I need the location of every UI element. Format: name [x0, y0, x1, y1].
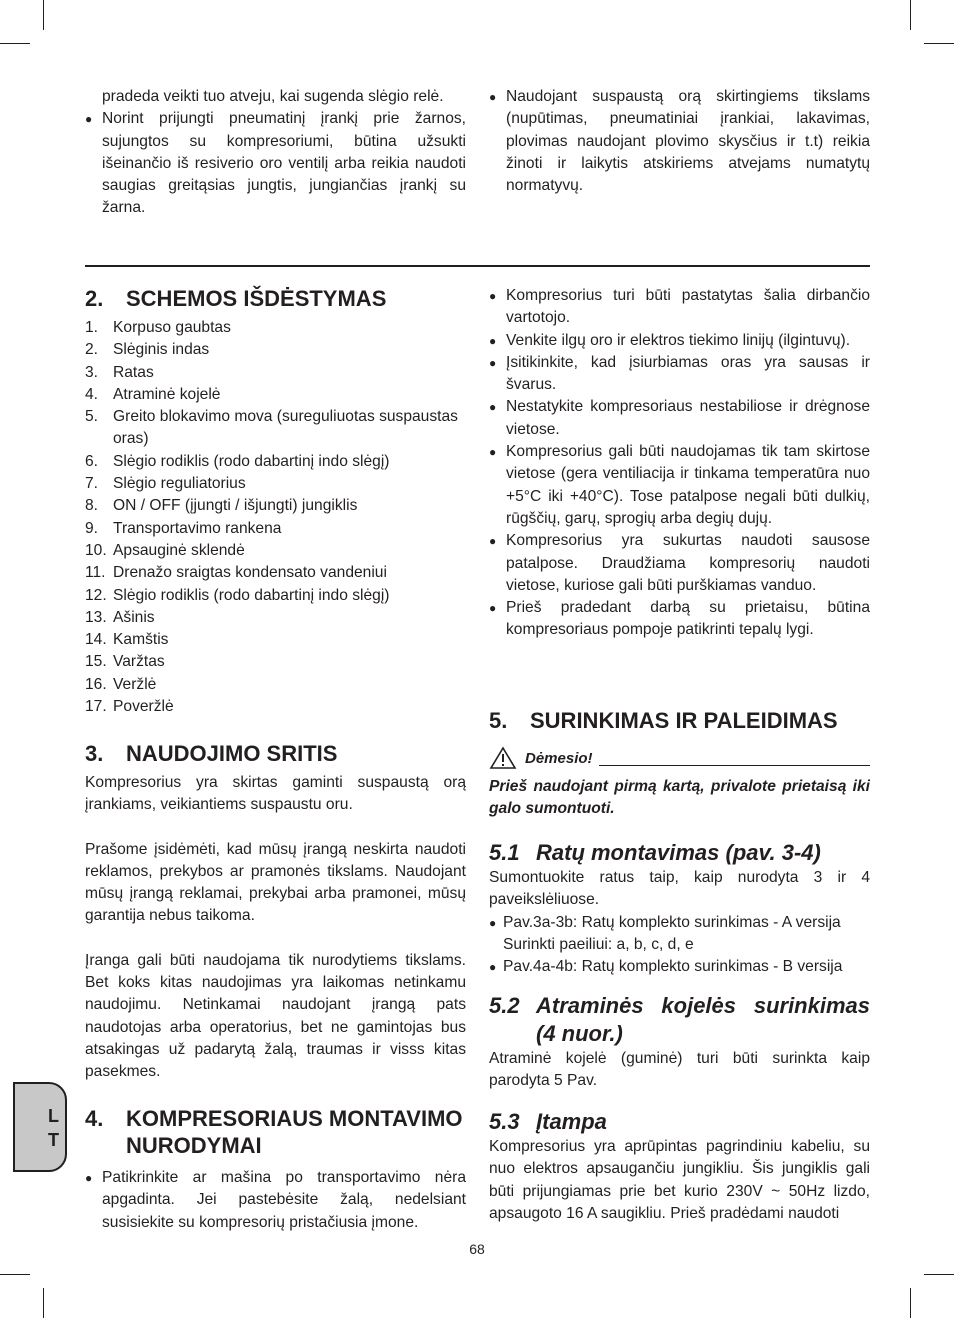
heading-title: Ratų montavimas (pav. 3-4)	[536, 840, 821, 865]
list-item	[85, 518, 466, 540]
list-item-number: 8.	[85, 497, 99, 515]
list-item	[85, 674, 466, 696]
heading-number: 5.2	[489, 993, 520, 1018]
heading-title: Atraminės kojelės surinkimas (4 nuor.)	[536, 993, 870, 1046]
crop-mark	[43, 1288, 44, 1318]
list-item	[85, 607, 466, 629]
paragraph: Įranga gali būti naudojama tik nurodytiems tikslams. Bet koks kitas naudojimas yra laikomas netinkamu naudojimu. Netinkamai naudojant įrangą pats naudotojas arba operatorius, bet ne gamintojas bus atsakingas už padarytą žalą, traumas ir visss kitas pasekmes.	[85, 951, 466, 1081]
continued-text: pradeda veikti tuo atveju, kai sugenda slėgio relė.	[102, 88, 444, 105]
crop-mark	[924, 43, 954, 44]
section-heading	[489, 707, 870, 734]
heading-title: SCHEMOS IŠDĖSTYMAS	[126, 286, 387, 311]
heading-number: 5.3	[489, 1109, 520, 1134]
list-item	[85, 317, 466, 339]
crop-mark	[43, 0, 44, 30]
section-heading	[85, 740, 466, 767]
heading-number: 2.	[85, 286, 104, 311]
section-5-2	[489, 992, 870, 1093]
list-item-number: 3.	[85, 363, 99, 381]
heading-title: NAUDOJIMO SRITIS	[126, 741, 338, 766]
list-item-number: 2.	[85, 341, 99, 359]
language-letter: T	[48, 1130, 59, 1150]
list-item	[85, 629, 466, 651]
list-item-number: 6.	[85, 452, 99, 470]
section-5	[489, 707, 870, 821]
subsection-heading	[489, 992, 870, 1048]
warning-rule	[599, 765, 870, 766]
list-item-number: 11.	[85, 564, 106, 582]
list-item-number: 15.	[85, 653, 107, 671]
list-item-text: Varžtas	[113, 653, 165, 671]
list-item-text: Apsauginė sklendė	[113, 541, 245, 559]
heading-title: KOMPRESORIAUS MONTAVIMO NURODYMAI	[126, 1106, 463, 1158]
installation-bullets	[489, 285, 870, 642]
list-item-text: Poveržlė	[113, 698, 174, 716]
heading-title: Įtampa	[536, 1109, 607, 1134]
paragraph: Kompresorius yra aprūpintas pagrindiniu kabeliu, su nuo elektros apsaugančiu jungikliu. Šis jungiklis gali būti prijungiamas prie bet kurio 230V ~ 50Hz lizdo, apsaugoto 16 A saugikliu. Prieš pradėdami naudoti	[489, 1138, 870, 1222]
list-item-text: Drenažo sraigtas kondensato vandeniui	[113, 564, 387, 582]
list-item	[85, 540, 466, 562]
list-item-number: 5.	[85, 408, 99, 426]
section-5-3	[489, 1108, 870, 1225]
subsection-heading	[489, 1108, 870, 1136]
section-5-1	[489, 839, 870, 978]
warning-heading	[489, 746, 870, 770]
bullet-item: ● Patikrinkite ar mašina po transportavimo nėra apgadinta. Jei pastebėsite žalą, nedelsiant susisiekite su kompresorių pristačiusia įmone.	[85, 1167, 466, 1234]
parts-list	[85, 317, 466, 718]
bullet-item: ● Kompresorius gali būti naudojamas tik tam skirtose vietose (gera ventiliacija ir tinkama temperatūra nuo +5°C iki +40°C). Tose patalpose negali būti dulkių, rūgščių, garų, sprogių arba degių dujų.	[489, 441, 870, 530]
list-item	[85, 451, 466, 473]
heading-number: 5.	[489, 708, 508, 733]
page-number: 68	[469, 1241, 485, 1257]
section-divider	[85, 265, 870, 267]
paragraph: Sumontuokite ratus taip, kaip nurodyta 3 ir 4 paveikslėliuose.	[489, 869, 870, 909]
heading-number: 4.	[85, 1106, 104, 1131]
list-item-text: Slėgio reguliatorius	[113, 475, 246, 493]
subsection-heading	[489, 839, 870, 867]
list-item-number: 16.	[85, 675, 107, 693]
bullet-item: ● Venkite ilgų oro ir elektros tiekimo linijų (ilgintuvų).	[489, 330, 870, 352]
list-item	[85, 562, 466, 584]
list-item	[85, 696, 466, 718]
list-item-text: Slėginis indas	[113, 341, 210, 359]
bullet-item: ● Pav.4a-4b: Ratų komplekto surinkimas - B versija	[489, 956, 870, 978]
list-item-text: Transportavimo rankena	[113, 519, 282, 537]
bullet-item: ● Kompresorius yra sukurtas naudoti sausose patalpose. Draudžiama kompresorių naudoti vietose, kuriose gali būti purškiamas vanduo.	[489, 530, 870, 597]
list-item-text: Ratas	[113, 363, 154, 381]
list-item-number: 10.	[85, 541, 107, 559]
list-item	[85, 339, 466, 361]
list-item-text: ON / OFF (įjungti / išjungti) jungiklis	[113, 497, 358, 515]
language-letter: L	[48, 1106, 59, 1126]
list-item	[85, 495, 466, 517]
bullet-continuation: Surinkti paeiliui: a, b, c, d, e	[503, 935, 694, 953]
list-item	[85, 362, 466, 384]
crop-mark	[910, 0, 911, 30]
heading-number: 5.1	[489, 840, 520, 865]
warning-text: Prieš naudojant pirmą kartą, privalote prietaisą iki galo sumontuoti.	[489, 778, 870, 818]
list-item	[85, 585, 466, 607]
list-item-number: 4.	[85, 385, 99, 403]
list-item	[85, 406, 466, 451]
bullet-item: ● Pav.3a-3b: Ratų komplekto surinkimas - A versija	[489, 912, 870, 934]
bullet-item: ● Norint prijungti pneumatinį įrankį prie žarnos, sujungtos su kompresoriumi, būtina užsukti išeinančio iš resiverio oro ventilį arba reikia naudoti saugias greitąsias jungtis, jungiančias įrankį su žarna.	[85, 108, 466, 219]
list-item-number: 12.	[85, 586, 107, 604]
top-right-block	[489, 86, 870, 197]
list-item-text: Slėgio rodiklis (rodo dabartinį indo slėgį)	[113, 452, 390, 470]
list-item-text: Greito blokavimo mova (sureguliuotas suspaustas oras)	[113, 408, 458, 448]
list-item-text: Atraminė kojelė	[113, 385, 221, 403]
list-item-text: Veržlė	[113, 675, 157, 693]
warning-icon	[489, 746, 517, 770]
list-item-number: 7.	[85, 475, 99, 493]
language-tab	[13, 1082, 67, 1172]
list-item-text: Korpuso gaubtas	[113, 319, 231, 336]
section-4	[85, 1105, 466, 1234]
list-item-text: Slėgio rodiklis (rodo dabartinį indo slėgį)	[113, 586, 390, 604]
crop-mark	[910, 1288, 911, 1318]
warning-label: Dėmesio!	[525, 749, 593, 767]
list-item-text: Kamštis	[113, 631, 169, 649]
list-item	[85, 651, 466, 673]
bullet-item: ● Įsitikinkite, kad įsiurbiamas oras yra sausas ir švarus.	[489, 352, 870, 397]
section-heading	[85, 285, 466, 312]
heading-title: SURINKIMAS IR PALEIDIMAS	[530, 708, 838, 733]
list-item-number: 9.	[85, 519, 99, 537]
bullet-item: ● Naudojant suspaustą orą skirtingiems tikslams (nupūtimas, pneumatiniai įrankiai, lakavimas, plovimas naudojant plovimo skysčius ir t.t) reikia žinoti ir laikytis atskiriems atvejams numatytų normatyvų.	[489, 86, 870, 197]
list-item-number: 1.	[85, 319, 99, 336]
heading-number: 3.	[85, 741, 104, 766]
list-item	[85, 384, 466, 406]
paragraph: Prašome įsidėmėti, kad mūsų įrangą neskirta naudoti reklamos, prekybos ar pramonės tikslams. Naudojant mūsų įrangą reklamai, prekybai arba pramonei, mūsų garantija nebus taikoma.	[85, 840, 466, 925]
section-2	[85, 285, 466, 718]
crop-mark	[0, 1274, 30, 1275]
list-item-number: 13.	[85, 608, 107, 626]
list-item-number: 14.	[85, 631, 107, 649]
paragraph: Atraminė kojelė (guminė) turi būti surinkta kaip parodyta 5 Pav.	[489, 1050, 870, 1090]
top-left-block	[85, 86, 466, 220]
bullet-item: ● Kompresorius turi būti pastatytas šalia dirbančio vartotojo.	[489, 285, 870, 330]
bullet-item: ● Prieš pradedant darbą su prietaisu, būtina kompresoriaus pompoje patikrinti tepalų lygi.	[489, 597, 870, 642]
list-item	[85, 473, 466, 495]
bullet-item: ● Nestatykite kompresoriaus nestabiliose ir drėgnose vietose.	[489, 396, 870, 441]
list-item-text: Ašinis	[113, 608, 155, 626]
paragraph: Kompresorius yra skirtas gaminti suspaustą orą įrankiams, veikiantiems suspaustu oru.	[85, 774, 466, 814]
crop-mark	[0, 43, 30, 44]
section-heading	[85, 1105, 466, 1159]
crop-mark	[924, 1274, 954, 1275]
section-3	[85, 740, 466, 1084]
list-item-number: 17.	[85, 698, 107, 716]
